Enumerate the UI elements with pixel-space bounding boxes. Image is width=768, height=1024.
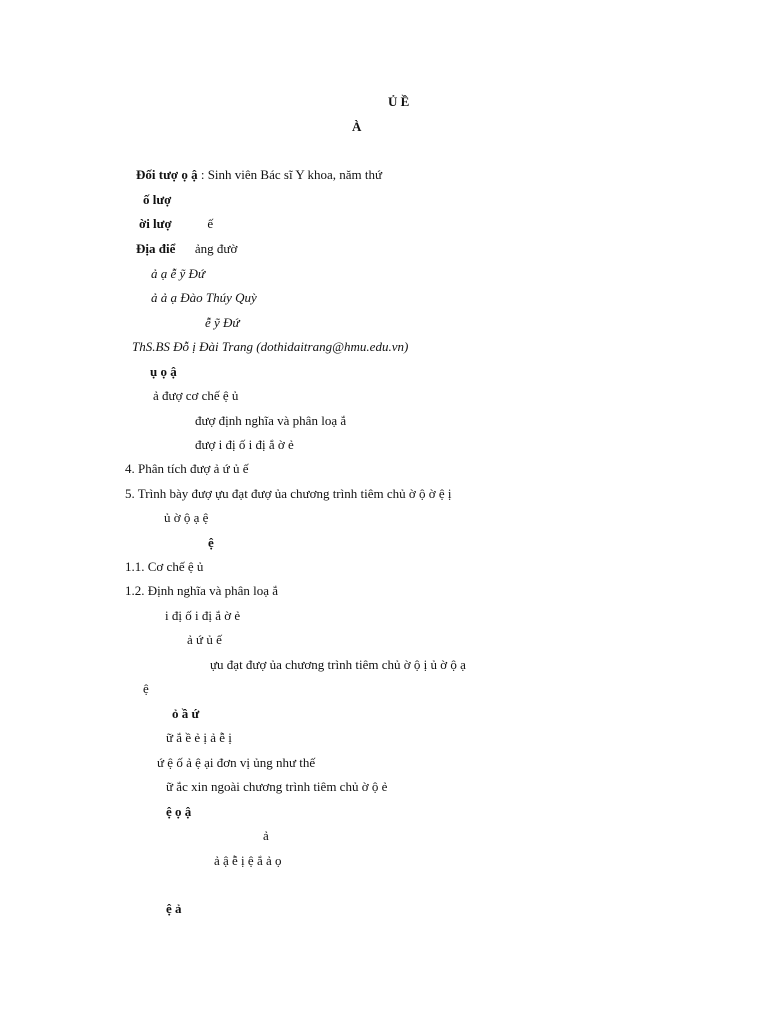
- content-item-1-4: ả ứ ủ ế: [187, 632, 222, 647]
- location-label: Địa điể: [136, 241, 176, 256]
- student-count-label: ố lượ: [143, 192, 172, 207]
- objectives-heading: ụ ọ ậ: [150, 364, 177, 379]
- question-3: ữ ắc xin ngoài chương trình tiêm chủ ờ ộ ẻ: [166, 779, 388, 794]
- objective-4: 4. Phân tích đượ ả ứ ủ ế: [125, 461, 249, 476]
- material-2: ả ậ ễ ị ệ ắ ả ọ: [214, 853, 282, 868]
- document-title: Ủ Ề: [388, 94, 410, 109]
- duration-value: ế: [207, 216, 214, 231]
- content-item-1-5: ựu đạt đượ ủa chương trình tiêm chủ ờ ộ ị ủ ờ ộ ạ: [210, 657, 466, 672]
- objective-5-cont: ủ ờ ộ ạ ệ: [164, 510, 209, 525]
- document-subtitle: À: [352, 119, 362, 134]
- location-line: [136, 241, 237, 257]
- objective-5: 5. Trình bày đượ ựu đạt đượ ủa chương trình tiêm chủ ờ ộ ờ ệ ị: [125, 486, 452, 501]
- content-item-1-2: 1.2. Định nghĩa và phân loạ ắ: [125, 583, 279, 598]
- target-audience-line: [136, 167, 382, 183]
- questions-heading: ỏ ầ ứ: [172, 706, 200, 721]
- lecturer-line-3: ễ ỹ Đứ: [205, 315, 240, 330]
- content-item-1-5-cont: ệ: [143, 681, 149, 696]
- duration-label: ời lượ: [139, 216, 172, 231]
- question-1: ữ ắ ề ẻ ị ả ễ ị: [166, 730, 232, 745]
- content-item-1-3: i đị ố i đị ắ ờ ẻ: [165, 608, 241, 623]
- question-2: ứ ệ ố ả ệ ại đơn vị ủng như thế: [157, 755, 316, 770]
- target-audience-value: : Sinh viên Bác sĩ Y khoa, năm thứ: [200, 167, 383, 182]
- objective-2: đượ định nghĩa và phân loạ ắ: [195, 413, 347, 428]
- lecturer-line-1: ả ạ ễ ỹ Đứ: [151, 266, 206, 281]
- content-item-1-1: 1.1. Cơ chế ệ ủ: [125, 559, 204, 574]
- duration-line: [139, 216, 213, 232]
- objective-1: ả đượ cơ chế ệ ủ: [153, 388, 239, 403]
- content-heading: ệ: [208, 535, 214, 550]
- lecturer-line-2: ả ả ạ Đào Thúy Quỳ: [151, 290, 257, 305]
- references-heading: ệ ả: [166, 901, 182, 916]
- lecturer-contact: ThS.BS Đỗ ị Đài Trang (dothidaitrang@hmu.edu.vn): [132, 339, 409, 354]
- target-audience-label: Đối tượ ọ ậ: [136, 167, 198, 182]
- location-value: ảng đườ: [194, 241, 238, 256]
- materials-heading: ệ ọ ậ: [166, 804, 192, 819]
- material-1: ả: [263, 828, 269, 843]
- objective-3: đượ i đị ố i đị ắ ờ ẻ: [195, 437, 294, 452]
